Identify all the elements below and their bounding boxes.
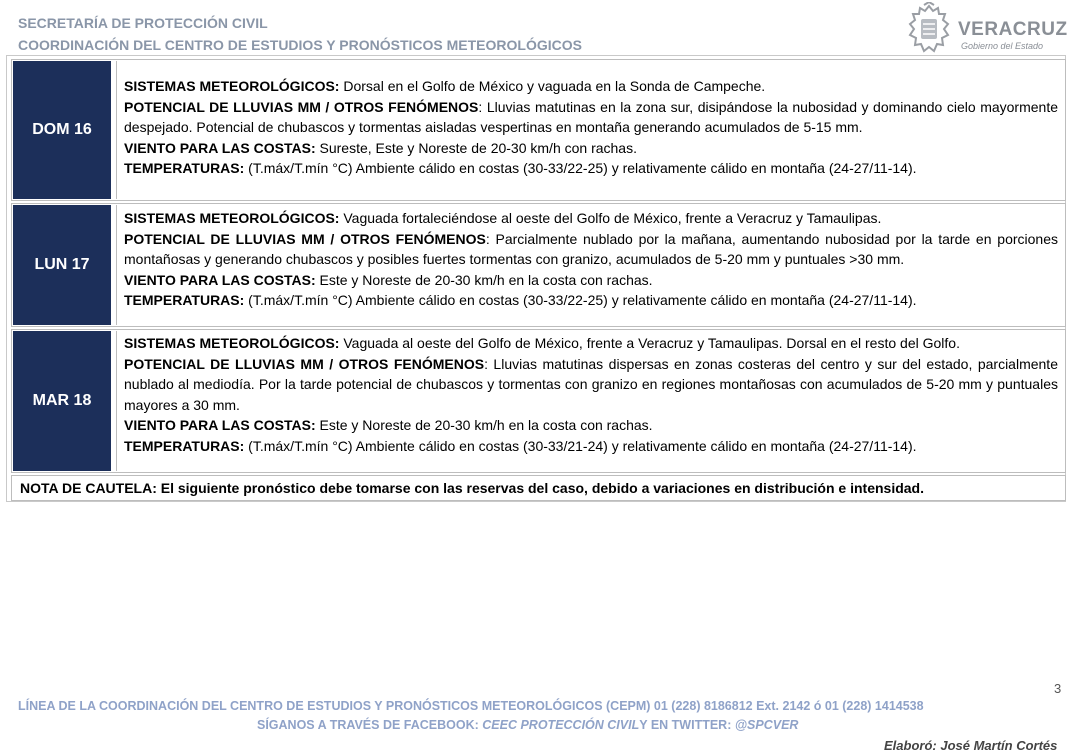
- sistemas-text: Vaguada fortaleciéndose al oeste del Golfo de México, frente a Veracruz y Tamaulipas.: [339, 210, 882, 226]
- forecast-content: [116, 61, 1064, 199]
- veracruz-logo: [904, 2, 1068, 58]
- day-label: MAR 18: [13, 331, 111, 471]
- label-viento: VIENTO PARA LAS COSTAS:: [124, 417, 316, 433]
- day-label: LUN 17: [13, 205, 111, 325]
- potencial-text: : Lluvias matutinas en la zona sur, disipándose la nubosidad y dominando cielo mayormente despejado. Potencial de chubascos y tormentas aisladas vespertinas en montaña generando acumulados de 5-15 mm.: [124, 98, 1058, 135]
- header-secretaria: SECRETARÍA DE PROTECCIÓN CIVIL: [18, 15, 268, 31]
- temperaturas-text: (T.máx/T.mín °C) Ambiente cálido en costas (30-33/22-25) y relativamente cálido en montaña (24-27/11-14).: [244, 292, 917, 308]
- label-potencial: POTENCIAL DE LLUVIAS MM / OTROS FENÓMENOS: [124, 230, 486, 247]
- page-number: 3: [1054, 681, 1062, 696]
- temperaturas-text: (T.máx/T.mín °C) Ambiente cálido en costas (30-33/22-25) y relativamente cálido en montaña (24-27/11-14).: [244, 160, 917, 176]
- state-coat-of-arms-icon: [904, 2, 954, 58]
- day-label: DOM 16: [13, 61, 111, 199]
- footer-contact-line: LÍNEA DE LA COORDINACIÓN DEL CENTRO DE ESTUDIOS Y PRONÓSTICOS METEOROLÓGICOS (CEPM) 01 (228) 8186812 Ext. 2142 ó 01 (228) 1414538: [18, 699, 924, 713]
- label-temperaturas: TEMPERATURAS:: [124, 292, 245, 308]
- potencial-text: : Parcialmente nublado por la mañana, aumentando nubosidad por la tarde en porciones montañosas y generando chubascos y posibles fuertes tormentas con granizo, acumulados de 5-20 mm y puntuales >30 mm.: [124, 230, 1058, 267]
- logo-name: VERACRUZ: [958, 19, 1068, 40]
- label-viento: VIENTO PARA LAS COSTAS:: [124, 271, 316, 288]
- label-sistemas: SISTEMAS METEOROLÓGICOS:: [124, 335, 340, 351]
- sistemas-text: Vaguada al oeste del Golfo de México, frente a Veracruz y Tamaulipas. Dorsal en el resto del Golfo.: [339, 335, 960, 351]
- potencial-text: : Lluvias matutinas dispersas en zonas costeras del centro y sur del estado, parcialmente nublado al mediodía. Por la tarde potencial de chubascos y tormentas con granizo en regiones montañosas con acumulados de 5-20 mm y puntuales mayores a 30 mm.: [124, 355, 1058, 413]
- forecast-table: [6, 55, 1066, 502]
- twitter-link[interactable]: @SPCVER: [734, 718, 799, 732]
- viento-text: Este y Noreste de 20-30 km/h en la costa con rachas.: [315, 271, 653, 288]
- label-sistemas: SISTEMAS METEOROLÓGICOS:: [124, 78, 340, 94]
- footer-follow-prefix: SÍGANOS A TRAVÉS DE FACEBOOK:: [257, 718, 483, 732]
- label-temperaturas: TEMPERATURAS:: [124, 160, 245, 176]
- label-potencial: POTENCIAL DE LLUVIAS MM / OTROS FENÓMENOS: [124, 98, 479, 115]
- sistemas-text: Dorsal en el Golfo de México y vaguada en la Sonda de Campeche.: [339, 78, 766, 94]
- temperaturas-text: (T.máx/T.mín °C) Ambiente cálido en costas (30-33/21-24) y relativamente cálido en montaña (24-27/11-14).: [244, 437, 917, 454]
- label-temperaturas: TEMPERATURAS:: [124, 437, 245, 454]
- footer-social-line: [257, 718, 798, 732]
- forecast-row: [11, 329, 1066, 473]
- facebook-link[interactable]: CEEC PROTECCIÓN CIVIL: [482, 718, 640, 732]
- footer-twitter-prefix: Y EN TWITTER:: [639, 718, 735, 732]
- forecast-content: [116, 331, 1064, 471]
- viento-text: Sureste, Este y Noreste de 20-30 km/h con rachas.: [315, 139, 637, 156]
- forecast-content: [116, 205, 1064, 325]
- label-sistemas: SISTEMAS METEOROLÓGICOS:: [124, 210, 340, 226]
- caution-note: NOTA DE CAUTELA: El siguiente pronóstico debe tomarse con las reservas del caso, debido a variaciones en distribución e intensidad.: [11, 475, 1066, 501]
- forecast-row: [11, 203, 1066, 327]
- author-credit: Elaboró: José Martín Cortés: [884, 738, 1058, 753]
- label-viento: VIENTO PARA LAS COSTAS:: [124, 139, 316, 156]
- label-potencial: POTENCIAL DE LLUVIAS MM / OTROS FENÓMENOS: [124, 355, 485, 372]
- header-coordinacion: COORDINACIÓN DEL CENTRO DE ESTUDIOS Y PRONÓSTICOS METEOROLÓGICOS: [18, 37, 582, 53]
- forecast-row: [11, 59, 1066, 201]
- logo-subtitle: Gobierno del Estado: [961, 41, 1044, 51]
- viento-text: Este y Noreste de 20-30 km/h en la costa con rachas.: [315, 417, 653, 433]
